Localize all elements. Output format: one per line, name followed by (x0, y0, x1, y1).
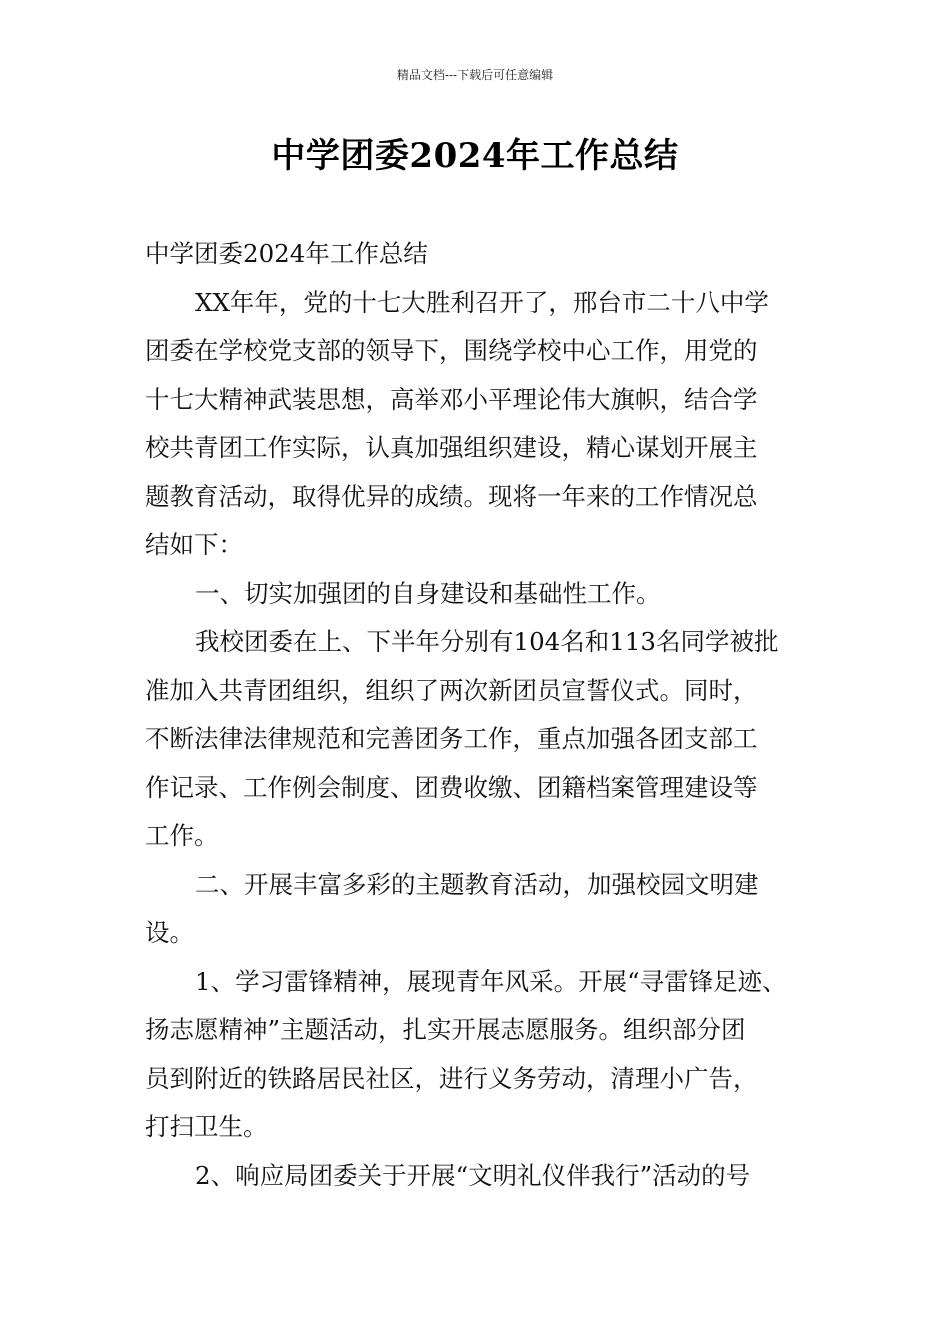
text-line: 题教育活动，取得优异的成绩。现将一年来的工作情况总 (145, 481, 758, 511)
text-line: 不断法律法律规范和完善团务工作，重点加强各团支部工 (145, 724, 758, 753)
text-line: 1、学习雷锋精神，展现青年风采。开展“寻雷锋足迹、 (195, 966, 787, 996)
text-line: 校共青团工作实际，认真加强组织建设，精心谋划开展主 (145, 433, 758, 462)
document-body (145, 230, 825, 1200)
text-line: 2、响应局团委关于开展“文明礼仪伴我行”活动的号 (195, 1160, 751, 1190)
text-line: 一、切实加强团的自身建设和基础性工作。 (195, 578, 661, 608)
text-line: 我校团委在上、下半年分别有104名和113名同学被批 (195, 627, 779, 656)
text-line: 团委在学校党支部的领导下，围绕学校中心工作，用党的 (145, 336, 758, 365)
text-line: XX年年，党的十七大胜利召开了，邢台市二十八中学 (195, 287, 769, 317)
text-line: 打扫卫生。 (145, 1112, 268, 1141)
document-title: 中学团委2024年工作总结 (271, 136, 679, 176)
text-line: 工作。 (145, 821, 219, 850)
text-line: 员到附近的铁路居民社区，进行义务劳动，清理小广告， (145, 1063, 758, 1093)
text-line: 准加入共青团组织，组织了两次新团员宣誓仪式。同时， (145, 675, 758, 705)
text-line: 二、开展丰富多彩的主题教育活动，加强校园文明建 (195, 869, 759, 899)
text-line: 结如下： (145, 530, 243, 559)
text-line: 十七大精神武装思想，高举邓小平理论伟大旗帜，结合学 (145, 384, 758, 414)
text-line: 作记录、工作例会制度、团费收缴、团籍档案管理建设等 (145, 772, 758, 802)
text-line: 设。 (145, 918, 194, 947)
text-line: 扬志愿精神”主题活动，扎实开展志愿服务。组织部分团 (145, 1015, 746, 1044)
page-header: 精品文档---下载后可任意编辑 (396, 68, 554, 82)
text-line: 中学团委2024年工作总结 (145, 239, 428, 268)
